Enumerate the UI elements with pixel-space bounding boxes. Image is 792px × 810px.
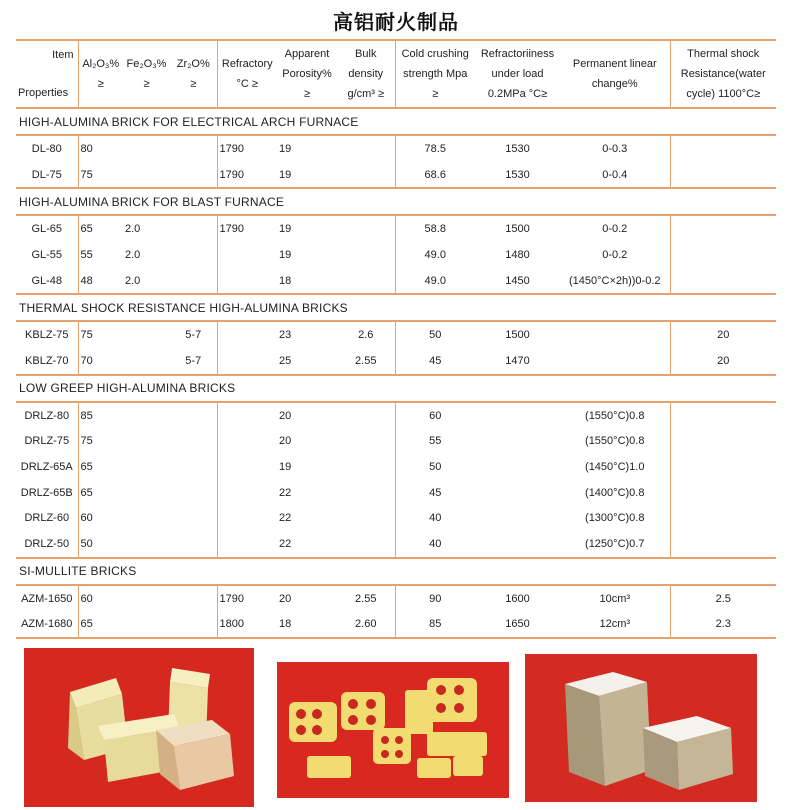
table-cell xyxy=(123,429,170,455)
row-name: GL-65 xyxy=(16,215,78,242)
table-row xyxy=(16,585,776,612)
table-cell xyxy=(475,402,560,429)
table-cell xyxy=(217,242,277,268)
table-cell: 50 xyxy=(429,461,442,474)
table-cell: 49.0 xyxy=(395,268,475,295)
section-header xyxy=(16,188,776,215)
table-cell: 75 xyxy=(80,435,93,448)
table-cell xyxy=(670,506,776,532)
page-title: 高铝耐火制品 xyxy=(333,10,459,34)
table-cell: 48 xyxy=(78,268,123,295)
table-cell xyxy=(217,480,277,506)
table-cell: 60 xyxy=(80,592,93,605)
table-cell xyxy=(217,429,277,455)
table-row xyxy=(16,429,776,455)
section-header xyxy=(16,294,776,321)
table-cell: 90 xyxy=(429,592,442,605)
table-cell: 2.5 xyxy=(715,592,731,605)
table-cell: (1450°C×2h))0-0.2 xyxy=(560,268,670,295)
header-col-8-line: under load xyxy=(491,68,544,80)
header-col-4-line: Refractory xyxy=(221,58,273,70)
table-row xyxy=(16,531,776,558)
table-cell xyxy=(670,429,776,455)
table-cell xyxy=(337,531,395,558)
table-cell: 20 xyxy=(279,592,292,605)
table-cell: 2.0 xyxy=(125,248,141,261)
header-item-label: Item xyxy=(52,49,74,61)
table-cell xyxy=(337,402,395,429)
table-cell xyxy=(337,429,395,455)
table-cell: 65 xyxy=(80,486,93,499)
table-cell xyxy=(123,402,170,429)
table-cell: 65 xyxy=(78,612,123,639)
table-cell: 1500 xyxy=(505,223,530,236)
table-cell: 1530 xyxy=(505,142,530,155)
table-cell xyxy=(123,454,170,480)
table-cell: 22 xyxy=(277,531,337,558)
header-col-6-line: Bulk xyxy=(355,48,377,60)
table-cell: 0-0.2 xyxy=(560,242,670,268)
row-name: GL-48 xyxy=(16,268,78,295)
table-cell: 2.55 xyxy=(337,585,395,612)
row-name: AZM-1680 xyxy=(16,612,78,639)
table-cell xyxy=(670,135,776,162)
section-title: LOW GREEP HIGH-ALUMINA BRICKS xyxy=(16,375,776,402)
table-cell: 2.3 xyxy=(670,612,776,639)
table-cell: 1450 xyxy=(475,268,560,295)
row-name: DRLZ-75 xyxy=(16,429,78,455)
header-col-7-line: strength Mpa xyxy=(403,68,468,80)
table-cell xyxy=(670,242,776,268)
table-row xyxy=(16,612,776,639)
photo-blocks-right xyxy=(525,654,757,802)
row-name: KBLZ-70 xyxy=(16,348,78,375)
table-cell: 1530 xyxy=(475,162,560,189)
table-cell: (1550°C)0.8 xyxy=(560,402,670,429)
table-cell xyxy=(170,402,217,429)
table-cell: 2.0 xyxy=(123,268,170,295)
table-cell: 60 xyxy=(429,409,442,422)
table-cell xyxy=(337,135,395,162)
table-cell xyxy=(170,612,217,639)
table-cell xyxy=(217,506,277,532)
table-cell xyxy=(670,480,776,506)
table-cell xyxy=(337,268,395,295)
header-col-3-line: Zr₂O% xyxy=(176,58,210,70)
header-col-7-line: ≥ xyxy=(432,88,439,100)
table-cell: 19 xyxy=(279,248,292,261)
table-cell xyxy=(670,402,776,429)
table-cell xyxy=(475,531,560,558)
table-cell xyxy=(217,402,277,429)
table-cell xyxy=(337,215,395,242)
table-cell xyxy=(217,268,277,295)
table-cell: 60 xyxy=(80,512,93,525)
table-cell: 2.55 xyxy=(337,348,395,375)
table-cell: (1400°C)0.8 xyxy=(560,480,670,506)
section-header xyxy=(16,108,776,135)
table-cell: 1500 xyxy=(505,329,530,342)
table-row xyxy=(16,506,776,532)
table-cell xyxy=(217,348,277,375)
table-cell: 65 xyxy=(80,461,93,474)
table-cell xyxy=(123,480,170,506)
table-cell xyxy=(170,585,217,612)
table-cell: 55 xyxy=(80,248,93,261)
table-cell: 40 xyxy=(395,531,475,558)
section-title: THERMAL SHOCK RESISTANCE HIGH-ALUMINA BRICKS xyxy=(16,294,776,321)
table-cell xyxy=(670,162,776,189)
table-cell xyxy=(170,506,217,532)
table-cell: 45 xyxy=(429,486,442,499)
row-name: GL-55 xyxy=(16,242,78,268)
table-row xyxy=(16,215,776,242)
header-col-5-line: Apparent xyxy=(284,48,330,60)
table-cell: 25 xyxy=(277,348,337,375)
table-cell: 78.5 xyxy=(424,142,446,155)
table-cell xyxy=(170,429,217,455)
table-cell xyxy=(337,162,395,189)
table-row xyxy=(16,135,776,162)
table-row xyxy=(16,268,776,295)
table-cell: 20 xyxy=(717,329,730,342)
table-cell: (1250°C)0.7 xyxy=(560,531,670,558)
table-cell: 85 xyxy=(395,612,475,639)
table-cell xyxy=(170,480,217,506)
table-cell xyxy=(170,268,217,295)
table-cell: 1790 xyxy=(219,142,244,155)
table-cell xyxy=(475,506,560,532)
header-col-6-line: density xyxy=(348,68,384,80)
header-col-8 xyxy=(475,40,560,108)
table-cell xyxy=(670,268,776,295)
table-cell xyxy=(560,321,670,348)
row-name: AZM-1650 xyxy=(16,585,78,612)
header-row xyxy=(16,40,776,108)
table-cell xyxy=(337,506,395,532)
table-cell: 1790 xyxy=(219,592,244,605)
table-cell: 0-0.2 xyxy=(560,215,670,242)
table-cell: 75 xyxy=(78,162,123,189)
row-name: DRLZ-60 xyxy=(16,506,78,532)
section-title: SI-MULLITE BRICKS xyxy=(16,558,776,585)
table-cell: (1450°C)1.0 xyxy=(560,454,670,480)
table-cell: 2.0 xyxy=(125,223,141,236)
table-cell xyxy=(123,135,170,162)
table-cell xyxy=(123,506,170,532)
table-cell: 1470 xyxy=(475,348,560,375)
table-cell: 5-7 xyxy=(170,348,217,375)
header-item-cell xyxy=(16,40,78,108)
header-col-5-line: ≥ xyxy=(303,88,311,100)
table-cell: 65 xyxy=(80,223,93,236)
table-cell xyxy=(670,454,776,480)
header-col-6-line: g/cm³ ≥ xyxy=(347,88,385,100)
table-cell xyxy=(170,215,217,242)
header-col-3-line: ≥ xyxy=(190,78,197,90)
table-cell xyxy=(123,531,170,558)
row-name: DL-75 xyxy=(16,162,78,189)
header-col-5-line: Porosity% xyxy=(282,68,332,80)
table-cell xyxy=(170,135,217,162)
table-cell: 19 xyxy=(277,162,337,189)
table-cell: 80 xyxy=(80,142,93,155)
table-cell: 45 xyxy=(395,348,475,375)
table-cell: 23 xyxy=(279,329,292,342)
header-col-1-line: Al₂O₃% xyxy=(82,58,120,70)
table-cell: 2.60 xyxy=(337,612,395,639)
table-cell: 70 xyxy=(78,348,123,375)
header-col-6 xyxy=(337,40,395,108)
table-cell xyxy=(170,162,217,189)
table-cell: 5-7 xyxy=(170,321,217,348)
photo-blocks-left xyxy=(24,648,254,807)
header-col-5 xyxy=(277,40,337,108)
table-cell: 22 xyxy=(279,486,292,499)
table-cell: 20 xyxy=(670,348,776,375)
header-col-8-line: Refractoriiness xyxy=(480,48,555,60)
table-cell xyxy=(560,348,670,375)
header-col-9-line: Permanent linear xyxy=(572,58,657,70)
table-cell: 1790 xyxy=(217,162,277,189)
table-cell: 18 xyxy=(277,268,337,295)
table-cell xyxy=(123,348,170,375)
section-title: HIGH-ALUMINA BRICK FOR BLAST FURNACE xyxy=(16,188,776,215)
table-cell: 50 xyxy=(429,329,442,342)
table-cell: 1600 xyxy=(505,592,530,605)
table-row xyxy=(16,402,776,429)
table-cell xyxy=(475,454,560,480)
table-cell: 19 xyxy=(279,223,292,236)
header-col-3 xyxy=(170,40,217,108)
section-title: HIGH-ALUMINA BRICK FOR ELECTRICAL ARCH FURNACE xyxy=(16,108,776,135)
table-cell xyxy=(670,531,776,558)
header-col-1 xyxy=(78,40,123,108)
table-cell xyxy=(123,321,170,348)
table-row xyxy=(16,480,776,506)
header-col-4 xyxy=(217,40,277,108)
header-col-10 xyxy=(670,40,776,108)
table-cell: 49.0 xyxy=(424,248,446,261)
row-name: DRLZ-80 xyxy=(16,402,78,429)
table-cell: 55 xyxy=(429,435,442,448)
header-col-2-line: Fe₂O₃% xyxy=(126,58,167,70)
table-cell: 1650 xyxy=(475,612,560,639)
table-cell xyxy=(475,480,560,506)
table-cell: 0-0.3 xyxy=(560,135,670,162)
table-cell xyxy=(337,454,395,480)
row-name: DL-80 xyxy=(16,135,78,162)
table-cell: (1300°C)0.8 xyxy=(560,506,670,532)
table-cell: 0-0.4 xyxy=(560,162,670,189)
table-cell: 1800 xyxy=(217,612,277,639)
table-cell: 20 xyxy=(279,435,292,448)
table-cell xyxy=(670,215,776,242)
header-col-7 xyxy=(395,40,475,108)
table-cell xyxy=(337,480,395,506)
table-cell: 20 xyxy=(279,409,292,422)
header-properties-label: Properties xyxy=(18,87,69,99)
table-cell: 68.6 xyxy=(395,162,475,189)
table-cell: 75 xyxy=(80,329,93,342)
section-header xyxy=(16,558,776,585)
photo-checker-bricks xyxy=(277,662,509,798)
table-row xyxy=(16,454,776,480)
table-cell: (1550°C)0.8 xyxy=(560,429,670,455)
table-cell: 19 xyxy=(279,142,292,155)
table-cell: 10cm³ xyxy=(560,585,670,612)
table-cell: 50 xyxy=(78,531,123,558)
header-col-10-line: Thermal shock xyxy=(687,48,760,60)
table-cell: 58.8 xyxy=(424,223,446,236)
row-name: DRLZ-50 xyxy=(16,531,78,558)
header-col-1-line: ≥ xyxy=(97,78,104,90)
section-header xyxy=(16,375,776,402)
table-row xyxy=(16,348,776,375)
table-cell xyxy=(170,531,217,558)
table-row xyxy=(16,242,776,268)
table-cell: 12cm³ xyxy=(560,612,670,639)
table-cell xyxy=(217,321,277,348)
table-cell xyxy=(123,612,170,639)
row-name: DRLZ-65B xyxy=(16,480,78,506)
table-cell: 40 xyxy=(429,512,442,525)
table-cell xyxy=(217,454,277,480)
header-col-8-line: 0.2MPa °C≥ xyxy=(487,88,548,100)
table-cell xyxy=(123,162,170,189)
header-col-10-line: cycle) 1100°C≥ xyxy=(686,88,761,100)
table-row xyxy=(16,321,776,348)
header-col-10-line: Resistance(water xyxy=(680,68,766,80)
table-cell xyxy=(123,585,170,612)
row-name: DRLZ-65A xyxy=(16,454,78,480)
table-cell xyxy=(475,429,560,455)
row-name: KBLZ-75 xyxy=(16,321,78,348)
table-cell: 18 xyxy=(277,612,337,639)
header-col-7-line: Cold crushing xyxy=(401,48,469,60)
table-cell: 85 xyxy=(80,409,93,422)
table-cell: 1790 xyxy=(219,223,244,236)
table-cell: 22 xyxy=(279,512,292,525)
header-col-2 xyxy=(123,40,170,108)
header-col-9 xyxy=(560,40,670,108)
table-cell xyxy=(170,454,217,480)
table-row xyxy=(16,162,776,189)
table-cell xyxy=(170,242,217,268)
table-cell: 2.6 xyxy=(337,321,395,348)
properties-table xyxy=(16,39,776,639)
table-cell: 1480 xyxy=(505,248,530,261)
header-col-2-line: ≥ xyxy=(143,78,150,90)
table-cell: 19 xyxy=(279,461,292,474)
header-col-9-line: change% xyxy=(591,78,638,90)
header-col-4-line: °C ≥ xyxy=(236,78,258,90)
table-cell xyxy=(217,531,277,558)
table-cell xyxy=(337,242,395,268)
